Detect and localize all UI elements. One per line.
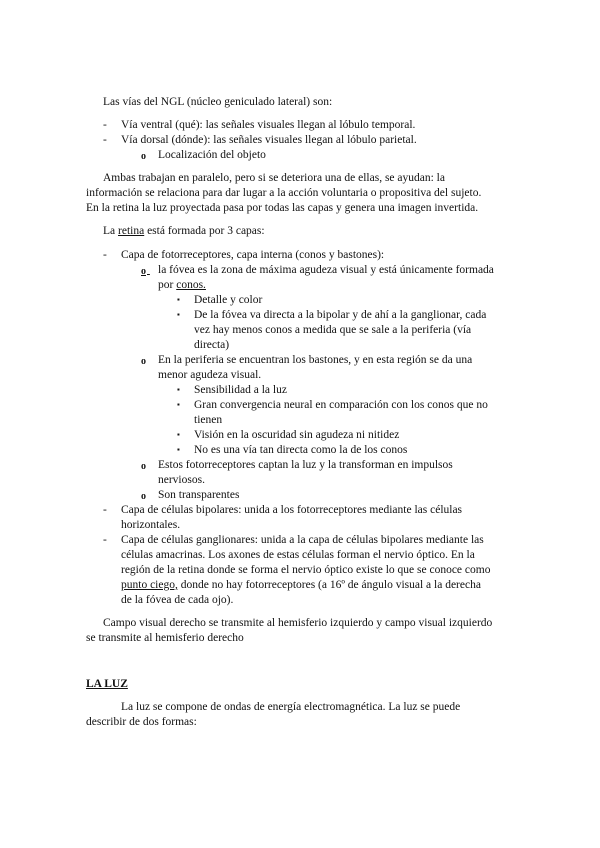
conos-word: conos. [176,279,206,291]
capa2-line1: Capa de células bipolares: unida a los fotorreceptores mediante las células [121,504,463,516]
fovea-line2-pre: por [158,279,177,291]
fovea-item: Detalle y color [194,294,263,306]
fovea-item-cont: directa) [194,339,230,351]
luz-line1: La luz se compone de ondas de energía electromagnética. La luz se puede [121,701,461,713]
campo-line1: Campo visual derecho se transmite al hemisferio izquierdo y campo visual izquierdo [103,617,493,629]
para1-line2: información se relaciona para dar lugar a la acción voluntaria o propositiva del sujeto. [86,187,482,199]
capa3-line2: células amacrinas. Los axones de estas células forman el nervio óptico. En la [121,549,475,561]
circle-marker: o [141,461,146,472]
periferia-line2: menor agudeza visual. [158,369,262,381]
periferia-item: No es una vía tan directa como la de los conos [194,444,408,456]
retina-link: retina [118,225,145,237]
dash-marker: - [103,504,107,516]
via-ventral: Vía ventral (qué): las señales visuales llegan al lóbulo temporal. [121,119,416,131]
para1-line3: En la retina la luz proyectada pasa por todas las capas y genera una imagen invertida. [86,202,479,214]
para1-line1: Ambas trabajan en paralelo, pero si se deteriora una de ellas, se ayudan: la [103,172,445,184]
square-marker: ▪ [177,310,180,319]
circle-marker: o [141,151,146,162]
capa3-line3: región de la retina donde se forma el nervio óptico existe lo que se conoce como [121,564,491,576]
capa3-line1: Capa de células ganglionares: unida a la capa de células bipolares mediante las [121,534,484,546]
periferia-item-cont: tienen [194,414,223,426]
capa1-title: Capa de fotorreceptores, capa interna (conos y bastones): [121,249,385,261]
intro-text: Las vías del NGL (núcleo geniculado lateral) son: [103,96,333,108]
circle-underline [147,263,157,278]
via-dorsal: Vía dorsal (dónde): las señales visuales llegan al lóbulo parietal. [121,134,417,146]
via-dorsal-sub: Localización del objeto [158,149,266,161]
capa2-line2: horizontales. [121,519,181,531]
captan-line1: Estos fotorreceptores captan la luz y la transforman en impulsos [158,459,453,471]
fovea-item-cont: vez hay menos conos a medida que se sale a la periferia (vía [194,324,472,336]
fovea-line1: la fóvea es la zona de máxima agudeza visual y está únicamente formada [158,264,494,276]
periferia-item: Visión en la oscuridad sin agudeza ni nitidez [194,429,400,441]
periferia-item: Gran convergencia neural en comparación con los conos que no [194,399,488,411]
dash-marker: - [103,534,107,546]
square-marker: ▪ [177,445,180,454]
circle-marker: o [141,266,146,277]
dash-marker: - [103,249,107,261]
fovea-line2 [158,278,206,293]
capas-intro-post: está formada por 3 capas: [144,225,265,237]
capa3-line5: de la fóvea de cada ojo). [121,594,234,606]
punto-ciego-word: punto ciego, [121,579,178,591]
capa3-line4-post: donde no hay fotorreceptores (a 16º de ángulo visual a la derecha [177,579,481,591]
section-heading-luz: LA LUZ [86,678,128,690]
square-marker: ▪ [177,295,180,304]
square-marker: ▪ [177,400,180,409]
circle-marker: o [141,356,146,367]
square-marker: ▪ [177,385,180,394]
luz-line2: describir de dos formas: [86,716,197,728]
capas-intro [103,224,265,239]
periferia-line1: En la periferia se encuentran los bastones, y en esta región se da una [158,354,473,366]
capa3-line4 [121,578,481,593]
circle-marker: o [141,491,146,502]
capas-intro-pre: La [103,225,119,237]
periferia-item: Sensibilidad a la luz [194,384,287,396]
dash-marker: - [103,119,107,131]
campo-line2: se transmite al hemisferio derecho [86,632,244,644]
square-marker: ▪ [177,430,180,439]
captan-line2: nerviosos. [158,474,205,486]
dash-marker: - [103,134,107,146]
fovea-item: De la fóvea va directa a la bipolar y de ahí a la ganglionar, cada [194,309,487,321]
transparentes: Son transparentes [158,489,240,501]
